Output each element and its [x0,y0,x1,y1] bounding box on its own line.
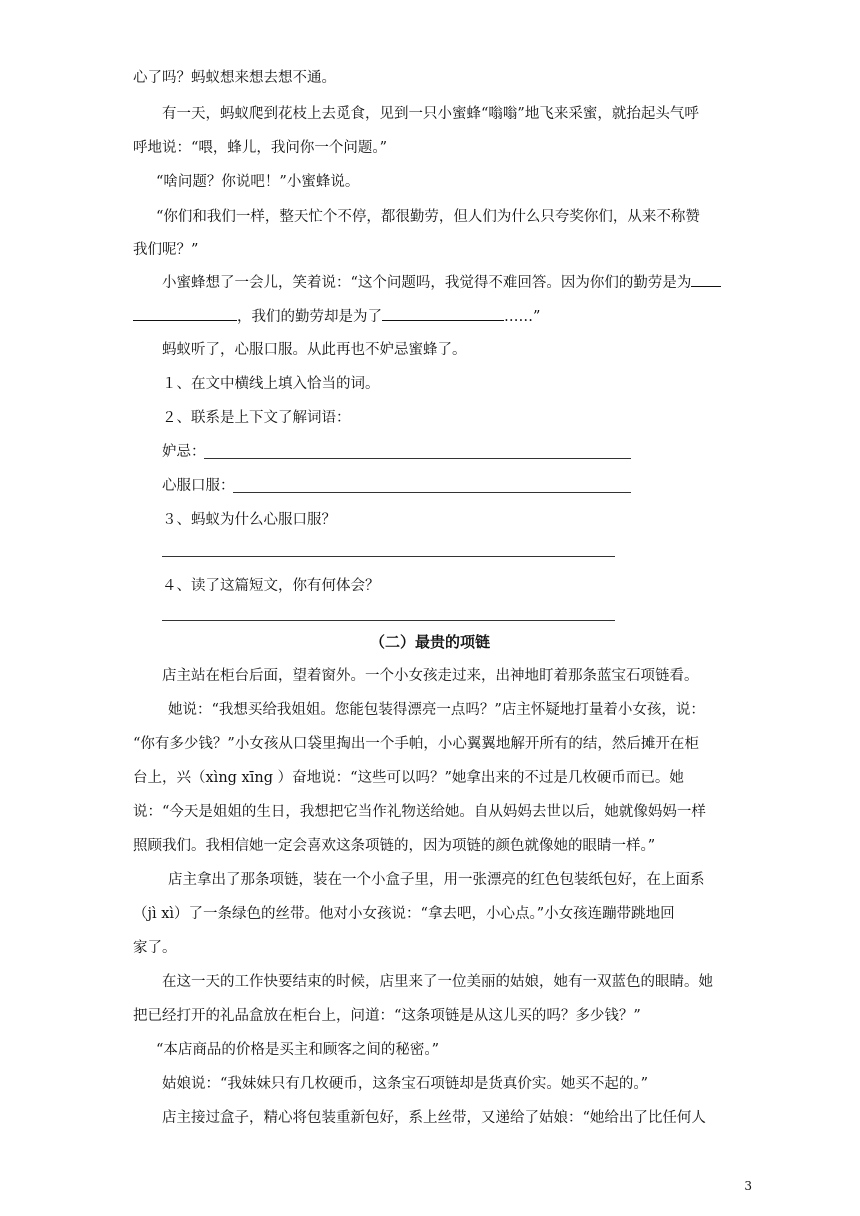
story1-paragraph-5-line-2 [133,306,540,327]
story1-paragraph-5-middle: ，我们的勤劳却是为了 [237,309,382,325]
question-4: ４、读了这篇短文，你有何体会？ [162,578,380,594]
fill-blank-1-start[interactable] [691,272,721,287]
story2-title: （二）最贵的项链 [369,633,490,651]
story2-paragraph-4-line-2: 把已经打开的礼品盒放在柜台上，问道：“这条项链是从这儿买的吗？多少钱？” [133,1008,641,1024]
story2-paragraph-4-line-1: 在这一天的工作快要结束的时候，店里来了一位美丽的姑娘，她有一双蓝色的眼睛。她 [162,974,713,990]
answer-line-4[interactable] [162,620,615,621]
fill-blank-1-end[interactable] [133,306,237,321]
story2-paragraph-5: “本店商品的价格是买主和顾客之间的秘密。” [156,1042,440,1058]
question-2: ２、联系是上下文了解词语： [162,410,351,426]
story1-paragraph-5-end: ……” [504,309,541,325]
story1-paragraph-4-line-1: “你们和我们一样，整天忙个不停，都很勤劳，但人们为什么只夸奖你们，从来不称赞 [156,209,700,225]
question-3: ３、蚂蚁为什么心服口服？ [162,512,336,528]
story2-paragraph-6: 姑娘说：“我妹妹只有几枚硬币，这条宝石项链却是货真价实。她买不起的。” [162,1076,649,1092]
story2-paragraph-1: 店主站在柜台后面，望着窗外。一个小女孩走过来，出神地盯着那条蓝宝石项链看。 [162,668,699,684]
question-2a-label: 妒忌： [162,444,206,460]
story1-paragraph-4-line-2: 我们呢？” [133,242,199,258]
story2-paragraph-3-line-1: 店主拿出了那条项链，装在一个小盒子里，用一张漂亮的红色包装纸包好，在上面系 [168,872,705,888]
story2-paragraph-3-line-2: （jì xì）了一条绿色的丝带。他对小女孩说：“拿去吧，小心点。”小女孩连蹦带跳地回 [133,906,675,922]
story1-paragraph-5-line-1 [162,272,721,293]
story1-paragraph-5-text: 小蜜蜂想了一会儿，笑着说：“这个问题吗，我觉得不难回答。因为你们的勤劳是为 [162,275,692,291]
question-1: １、在文中横线上填入恰当的词。 [162,376,380,392]
story1-paragraph-2-line-2: 呼地说：“喂，蜂儿，我问你一个问题。” [133,140,388,156]
fill-blank-2[interactable] [382,306,504,321]
story1-paragraph-1: 心了吗？蚂蚁想来想去想不通。 [133,70,336,86]
answer-line-2b[interactable] [233,492,631,493]
story2-paragraph-2-line-5: 照顾我们。我相信她一定会喜欢这条项链的，因为项链的颜色就像她的眼睛一样。” [133,838,656,854]
answer-line-3[interactable] [162,556,615,557]
story1-paragraph-3: “啥问题？你说吧！”小蜜蜂说。 [156,174,360,190]
page-number: 3 [744,1179,752,1193]
story2-paragraph-2-line-1: 她说：“我想买给我姐姐。您能包装得漂亮一点吗？”店主怀疑地打量着小女孩，说： [168,702,705,718]
story2-paragraph-2-line-2: “你有多少钱？”小女孩从口袋里掏出一个手帕，小心翼翼地解开所有的结，然后摊开在柜 [133,736,699,752]
question-2b-label: 心服口服： [162,478,235,494]
story2-paragraph-7: 店主接过盒子，精心将包装重新包好，系上丝带，又递给了姑娘：“她给出了比任何人 [162,1110,706,1126]
story2-paragraph-2-line-4: 说：“今天是姐姐的生日，我想把它当作礼物送给她。自从妈妈去世以后，她就像妈妈一样 [133,804,706,820]
answer-line-2a[interactable] [204,458,631,459]
story1-paragraph-2-line-1: 有一天，蚂蚁爬到花枝上去觅食，见到一只小蜜蜂“嗡嗡”地飞来采蜜，就抬起头气呼 [162,106,699,122]
story1-paragraph-6: 蚂蚁听了，心服口服。从此再也不妒忌蜜蜂了。 [162,342,467,358]
story2-paragraph-3-line-3: 家了。 [133,940,177,956]
story2-paragraph-2-line-3: 台上，兴（xìng xīng ）奋地说：“这些可以吗？”她拿出来的不过是几枚硬币而已。她 [133,770,684,786]
